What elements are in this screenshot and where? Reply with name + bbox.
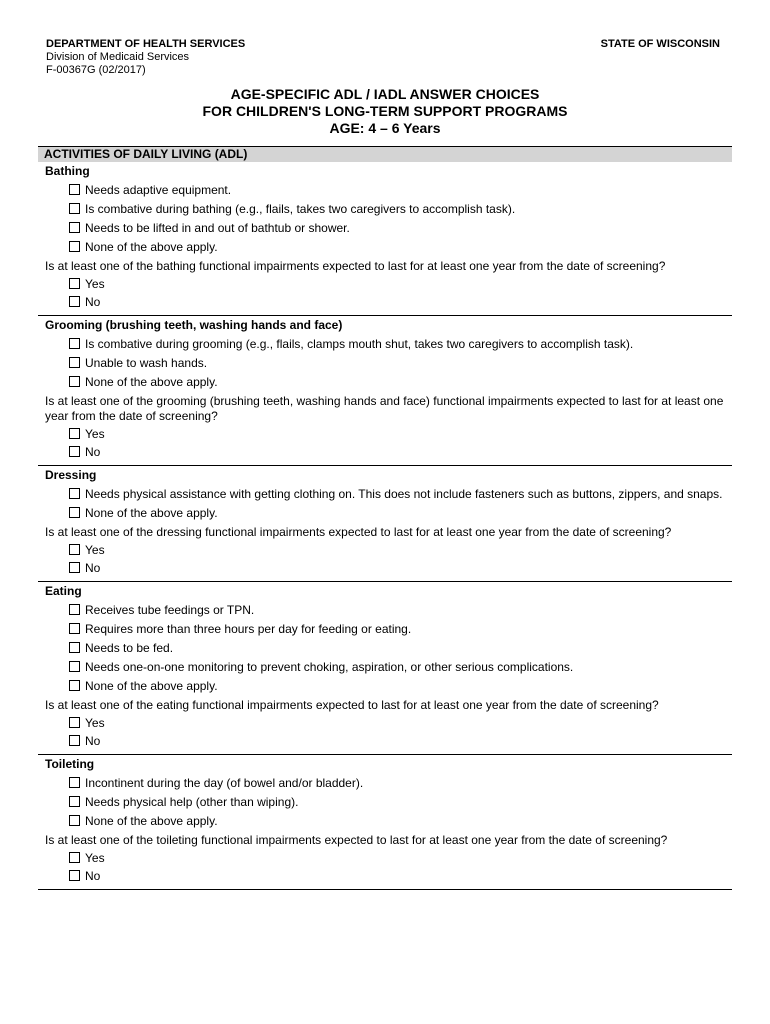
form-id: F-00367G (02/2017) xyxy=(46,64,146,76)
option-label: Requires more than three hours per day for feeding or eating. xyxy=(85,622,412,636)
no-label: No xyxy=(85,734,101,748)
no-checkbox[interactable] xyxy=(69,296,80,307)
option-item xyxy=(38,795,732,810)
title-line-2: FOR CHILDREN'S LONG-TERM SUPPORT PROGRAMS xyxy=(202,103,568,119)
option-item xyxy=(38,356,732,371)
answer-yes xyxy=(38,851,732,866)
section-title: Grooming (brushing teeth, washing hands and face) xyxy=(45,318,343,332)
option-checkbox[interactable] xyxy=(69,777,80,788)
duration-question: Is at least one of the eating functional impairments expected to last for at least one year from the date of screening? xyxy=(45,698,659,712)
no-label: No xyxy=(85,561,101,575)
no-label: No xyxy=(85,445,101,459)
no-checkbox[interactable] xyxy=(69,735,80,746)
option-item xyxy=(38,240,732,255)
option-label: Needs one-on-one monitoring to prevent choking, aspiration, or other serious complications. xyxy=(85,660,574,674)
option-label: Is combative during bathing (e.g., flails, takes two caregivers to accomplish task). xyxy=(85,202,516,216)
yes-label: Yes xyxy=(85,277,105,291)
yes-label: Yes xyxy=(85,427,105,441)
option-checkbox[interactable] xyxy=(69,680,80,691)
answer-yes xyxy=(38,716,732,731)
yes-checkbox[interactable] xyxy=(69,852,80,863)
option-checkbox[interactable] xyxy=(69,222,80,233)
yes-checkbox[interactable] xyxy=(69,717,80,728)
document-title xyxy=(0,86,770,137)
option-list xyxy=(38,774,732,829)
option-checkbox[interactable] xyxy=(69,815,80,826)
option-label: None of the above apply. xyxy=(85,814,218,828)
option-label: Needs to be fed. xyxy=(85,641,174,655)
option-checkbox[interactable] xyxy=(69,203,80,214)
option-checkbox[interactable] xyxy=(69,796,80,807)
option-item xyxy=(38,202,732,217)
no-label: No xyxy=(85,295,101,309)
option-label: None of the above apply. xyxy=(85,240,218,254)
answer-no xyxy=(38,561,732,576)
option-item xyxy=(38,814,732,829)
section-eating xyxy=(38,582,732,755)
form-header xyxy=(46,38,245,77)
option-label: Unable to wash hands. xyxy=(85,356,208,370)
answer-yes xyxy=(38,427,732,442)
duration-question: Is at least one of the grooming (brushing teeth, washing hands and face) functional impairments expected to last for at least one year from the date of screening? xyxy=(45,394,724,423)
option-label: Incontinent during the day (of bowel and/or bladder). xyxy=(85,776,364,790)
yes-no-group xyxy=(38,851,732,884)
no-checkbox[interactable] xyxy=(69,870,80,881)
option-checkbox[interactable] xyxy=(69,338,80,349)
option-checkbox[interactable] xyxy=(69,604,80,615)
option-item xyxy=(38,679,732,694)
section-bathing xyxy=(38,162,732,316)
answer-yes xyxy=(38,543,732,558)
option-checkbox[interactable] xyxy=(69,241,80,252)
option-checkbox[interactable] xyxy=(69,507,80,518)
section-title: Dressing xyxy=(45,468,97,482)
option-label: Needs physical help (other than wiping). xyxy=(85,795,299,809)
division-name: Division of Medicaid Services xyxy=(46,51,190,63)
section-title: Bathing xyxy=(45,164,90,178)
option-list xyxy=(38,335,732,390)
option-item xyxy=(38,622,732,637)
option-item xyxy=(38,506,732,521)
option-item xyxy=(38,603,732,618)
option-item xyxy=(38,641,732,656)
section-dressing xyxy=(38,466,732,582)
option-label: Receives tube feedings or TPN. xyxy=(85,603,255,617)
option-label: Needs to be lifted in and out of bathtub or shower. xyxy=(85,221,350,235)
option-list xyxy=(38,485,732,521)
title-line-1: AGE-SPECIFIC ADL / IADL ANSWER CHOICES xyxy=(230,86,540,102)
option-checkbox[interactable] xyxy=(69,184,80,195)
section-toileting xyxy=(38,755,732,890)
option-item xyxy=(38,337,732,352)
yes-no-group xyxy=(38,427,732,460)
no-label: No xyxy=(85,869,101,883)
section-title: Eating xyxy=(45,584,82,598)
state-name: STATE OF WISCONSIN xyxy=(600,38,720,50)
duration-question: Is at least one of the bathing functional impairments expected to last for at least one year from the date of screening? xyxy=(45,259,666,273)
option-label: Needs physical assistance with getting clothing on. This does not include fasteners such as buttons, zippers, and snaps. xyxy=(85,487,723,501)
option-item xyxy=(38,375,732,390)
yes-checkbox[interactable] xyxy=(69,544,80,555)
answer-yes xyxy=(38,277,732,292)
yes-no-group xyxy=(38,543,732,576)
option-label: Needs adaptive equipment. xyxy=(85,183,232,197)
option-label: None of the above apply. xyxy=(85,375,218,389)
title-line-3: AGE: 4 – 6 Years xyxy=(329,120,441,136)
option-checkbox[interactable] xyxy=(69,623,80,634)
option-list xyxy=(38,601,732,694)
answer-no xyxy=(38,734,732,749)
answer-no xyxy=(38,445,732,460)
yes-no-group xyxy=(38,277,732,310)
department-name: DEPARTMENT OF HEALTH SERVICES xyxy=(46,38,246,50)
duration-question: Is at least one of the toileting functional impairments expected to last for at least one year from the date of screening? xyxy=(45,833,668,847)
option-checkbox[interactable] xyxy=(69,642,80,653)
duration-question: Is at least one of the dressing functional impairments expected to last for at least one year from the date of screening? xyxy=(45,525,672,539)
option-item xyxy=(38,221,732,236)
option-item xyxy=(38,776,732,791)
option-label: None of the above apply. xyxy=(85,679,218,693)
option-list xyxy=(38,181,732,255)
yes-checkbox[interactable] xyxy=(69,428,80,439)
section-grooming xyxy=(38,316,732,466)
option-checkbox[interactable] xyxy=(69,376,80,387)
option-item xyxy=(38,183,732,198)
yes-label: Yes xyxy=(85,851,105,865)
yes-checkbox[interactable] xyxy=(69,278,80,289)
yes-label: Yes xyxy=(85,716,105,730)
answer-no xyxy=(38,295,732,310)
no-checkbox[interactable] xyxy=(69,562,80,573)
option-item xyxy=(38,487,732,502)
option-checkbox[interactable] xyxy=(69,488,80,499)
yes-no-group xyxy=(38,716,732,749)
option-checkbox[interactable] xyxy=(69,661,80,672)
option-checkbox[interactable] xyxy=(69,357,80,368)
answer-no xyxy=(38,869,732,884)
option-label: None of the above apply. xyxy=(85,506,218,520)
option-label: Is combative during grooming (e.g., flails, clamps mouth shut, takes two caregivers to accomplish task). xyxy=(85,337,634,351)
adl-section-header: ACTIVITIES OF DAILY LIVING (ADL) xyxy=(38,146,732,162)
adl-sections xyxy=(38,162,732,890)
adl-form xyxy=(38,146,732,890)
no-checkbox[interactable] xyxy=(69,446,80,457)
section-title: Toileting xyxy=(45,757,95,771)
option-item xyxy=(38,660,732,675)
yes-label: Yes xyxy=(85,543,105,557)
